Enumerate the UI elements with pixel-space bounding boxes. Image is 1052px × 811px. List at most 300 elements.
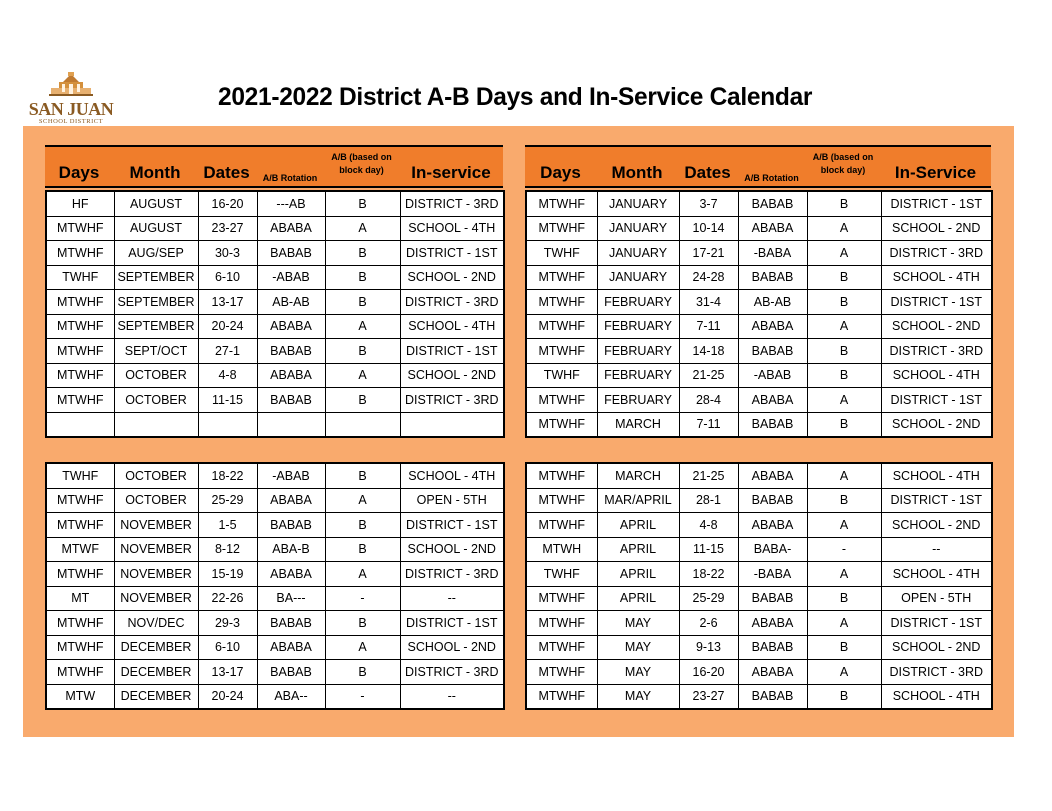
cell-dates: 6-10 bbox=[198, 265, 257, 290]
cell-month: SEPTEMBER bbox=[114, 314, 198, 339]
cell-month: APRIL bbox=[597, 586, 679, 611]
cell-dates: 6-10 bbox=[198, 635, 257, 660]
cell-dates: 14-18 bbox=[679, 339, 738, 364]
cell-days: MTWHF bbox=[526, 611, 597, 636]
cell-inservice: DISTRICT - 3RD bbox=[400, 191, 504, 216]
cell-dates: 15-19 bbox=[198, 562, 257, 587]
cell-inservice: OPEN - 5TH bbox=[400, 488, 504, 513]
page-title: 2021-2022 District A-B Days and In-Service Calendar bbox=[218, 83, 813, 111]
cell-dates: 20-24 bbox=[198, 684, 257, 709]
cell-days: MTW bbox=[46, 684, 114, 709]
table-row bbox=[526, 562, 992, 587]
cell-inservice: SCHOOL - 4TH bbox=[881, 363, 992, 388]
cell-inservice: SCHOOL - 4TH bbox=[881, 562, 992, 587]
cell-ab-rotation: ABABA bbox=[257, 216, 325, 241]
table-row bbox=[46, 241, 504, 266]
cell-ab-block: A bbox=[807, 216, 881, 241]
cell-ab-rotation: ABABA bbox=[257, 314, 325, 339]
cell-month: APRIL bbox=[597, 562, 679, 587]
cell-days: MTWHF bbox=[526, 660, 597, 685]
cell-ab-rotation: ABABA bbox=[738, 513, 807, 538]
cell-inservice: DISTRICT - 1ST bbox=[881, 290, 992, 315]
cell-days: MTWHF bbox=[526, 635, 597, 660]
cell-days: MTWHF bbox=[526, 684, 597, 709]
cell-ab-block: B bbox=[807, 488, 881, 513]
cell-ab-rotation: BABAB bbox=[257, 339, 325, 364]
cell-ab-block: A bbox=[807, 513, 881, 538]
table-row bbox=[46, 463, 504, 488]
cell-month: NOV/DEC bbox=[114, 611, 198, 636]
cell-month: APRIL bbox=[597, 537, 679, 562]
cell-ab-rotation: ABA-B bbox=[257, 537, 325, 562]
cell-ab-rotation: ---AB bbox=[257, 191, 325, 216]
table-row bbox=[46, 586, 504, 611]
header-dates: Dates bbox=[203, 163, 250, 182]
cell-inservice: SCHOOL - 2ND bbox=[400, 635, 504, 660]
cell-inservice: SCHOOL - 4TH bbox=[400, 216, 504, 241]
table-row bbox=[46, 191, 504, 216]
cell-dates: 11-15 bbox=[198, 388, 257, 413]
cell-ab-block: - bbox=[325, 586, 400, 611]
table-row bbox=[526, 635, 992, 660]
cell-ab-block bbox=[325, 412, 400, 437]
cell-inservice: -- bbox=[400, 684, 504, 709]
cell-dates: 17-21 bbox=[679, 241, 738, 266]
header-month: Month bbox=[611, 163, 663, 182]
header-ab-block: A/B (based on block day) bbox=[812, 152, 874, 175]
cell-month: MARCH bbox=[597, 463, 679, 488]
table-row bbox=[526, 611, 992, 636]
cell-ab-block: B bbox=[807, 586, 881, 611]
district-logo bbox=[25, 72, 117, 128]
cell-month: NOVEMBER bbox=[114, 586, 198, 611]
cell-days: MTWHF bbox=[46, 290, 114, 315]
table-row bbox=[526, 684, 992, 709]
cell-ab-block: - bbox=[807, 537, 881, 562]
cell-ab-rotation: -ABAB bbox=[738, 363, 807, 388]
cell-ab-rotation: ABABA bbox=[257, 562, 325, 587]
cell-ab-rotation bbox=[257, 412, 325, 437]
cell-month: SEPTEMBER bbox=[114, 265, 198, 290]
cell-days: HF bbox=[46, 191, 114, 216]
table-row bbox=[46, 265, 504, 290]
cell-inservice: SCHOOL - 2ND bbox=[881, 635, 992, 660]
cell-inservice: DISTRICT - 1ST bbox=[400, 241, 504, 266]
cell-month: FEBRUARY bbox=[597, 290, 679, 315]
header-ab-rotation: A/B Rotation bbox=[262, 173, 318, 183]
table-row bbox=[526, 290, 992, 315]
table-row bbox=[46, 216, 504, 241]
cell-ab-block: B bbox=[807, 265, 881, 290]
cell-ab-block: - bbox=[325, 684, 400, 709]
cell-ab-block: B bbox=[325, 388, 400, 413]
cell-dates: 10-14 bbox=[679, 216, 738, 241]
cell-days: MTWHF bbox=[526, 488, 597, 513]
cell-month: AUG/SEP bbox=[114, 241, 198, 266]
table-row bbox=[526, 388, 992, 413]
cell-dates: 23-27 bbox=[198, 216, 257, 241]
table-row bbox=[526, 537, 992, 562]
cell-dates: 28-4 bbox=[679, 388, 738, 413]
table-row bbox=[46, 314, 504, 339]
cell-inservice: SCHOOL - 2ND bbox=[881, 216, 992, 241]
cell-ab-block: B bbox=[325, 241, 400, 266]
cell-ab-block: A bbox=[807, 463, 881, 488]
cell-ab-block: A bbox=[325, 314, 400, 339]
cell-inservice: DISTRICT - 1ST bbox=[881, 488, 992, 513]
school-building-icon bbox=[49, 72, 93, 100]
cell-ab-block: B bbox=[807, 290, 881, 315]
cell-inservice: SCHOOL - 4TH bbox=[400, 314, 504, 339]
cell-dates: 4-8 bbox=[679, 513, 738, 538]
cell-dates: 27-1 bbox=[198, 339, 257, 364]
table-row bbox=[46, 363, 504, 388]
cell-dates: 3-7 bbox=[679, 191, 738, 216]
cell-dates: 29-3 bbox=[198, 611, 257, 636]
cell-ab-rotation: BABAB bbox=[738, 265, 807, 290]
cell-ab-rotation: -ABAB bbox=[257, 265, 325, 290]
cell-days: MTWHF bbox=[526, 463, 597, 488]
cell-ab-block: A bbox=[325, 562, 400, 587]
cell-days: MTWHF bbox=[526, 191, 597, 216]
cell-dates: 20-24 bbox=[198, 314, 257, 339]
cell-dates: 9-13 bbox=[679, 635, 738, 660]
cell-ab-rotation: BABAB bbox=[738, 488, 807, 513]
table-row bbox=[526, 363, 992, 388]
cell-inservice: DISTRICT - 1ST bbox=[881, 611, 992, 636]
cell-ab-rotation: AB-AB bbox=[257, 290, 325, 315]
cell-days bbox=[46, 412, 114, 437]
cell-days: MTWHF bbox=[526, 339, 597, 364]
cell-month: NOVEMBER bbox=[114, 562, 198, 587]
table-row bbox=[526, 241, 992, 266]
cell-ab-block: B bbox=[325, 339, 400, 364]
cell-ab-block: A bbox=[325, 488, 400, 513]
cell-dates: 23-27 bbox=[679, 684, 738, 709]
table-bottom-right bbox=[525, 462, 993, 710]
table-row bbox=[46, 488, 504, 513]
table-bottom-left bbox=[45, 462, 505, 710]
cell-month: MAY bbox=[597, 660, 679, 685]
cell-dates bbox=[198, 412, 257, 437]
cell-inservice: DISTRICT - 1ST bbox=[400, 611, 504, 636]
cell-days: TWHF bbox=[46, 265, 114, 290]
cell-inservice: -- bbox=[400, 586, 504, 611]
cell-ab-rotation: BABAB bbox=[738, 339, 807, 364]
cell-inservice: DISTRICT - 3RD bbox=[400, 660, 504, 685]
cell-month: JANUARY bbox=[597, 216, 679, 241]
cell-inservice: DISTRICT - 3RD bbox=[881, 339, 992, 364]
table-row bbox=[46, 611, 504, 636]
cell-ab-block: B bbox=[325, 290, 400, 315]
cell-ab-block: A bbox=[325, 216, 400, 241]
cell-ab-block: B bbox=[807, 339, 881, 364]
cell-inservice: SCHOOL - 2ND bbox=[881, 314, 992, 339]
cell-ab-rotation: ABABA bbox=[738, 314, 807, 339]
cell-days: MTWF bbox=[46, 537, 114, 562]
cell-inservice: SCHOOL - 2ND bbox=[400, 265, 504, 290]
table-row bbox=[46, 513, 504, 538]
cell-ab-block: A bbox=[325, 363, 400, 388]
cell-month: OCTOBER bbox=[114, 463, 198, 488]
cell-dates: 25-29 bbox=[198, 488, 257, 513]
cell-ab-block: A bbox=[807, 660, 881, 685]
cell-inservice: DISTRICT - 1ST bbox=[400, 339, 504, 364]
cell-ab-rotation: BABAB bbox=[257, 513, 325, 538]
cell-days: MTWHF bbox=[46, 562, 114, 587]
cell-days: MT bbox=[46, 586, 114, 611]
cell-days: TWHF bbox=[526, 562, 597, 587]
cell-ab-block: B bbox=[325, 191, 400, 216]
header-days: Days bbox=[58, 163, 100, 182]
cell-month: APRIL bbox=[597, 513, 679, 538]
table-row bbox=[526, 314, 992, 339]
cell-inservice: SCHOOL - 2ND bbox=[400, 537, 504, 562]
cell-ab-rotation: ABABA bbox=[257, 363, 325, 388]
left-header-row bbox=[45, 145, 503, 188]
cell-ab-rotation: BABAB bbox=[257, 388, 325, 413]
right-header-row bbox=[525, 145, 991, 188]
cell-inservice: DISTRICT - 3RD bbox=[400, 388, 504, 413]
cell-dates: 22-26 bbox=[198, 586, 257, 611]
cell-days: MTWHF bbox=[46, 363, 114, 388]
table-row bbox=[46, 635, 504, 660]
cell-ab-rotation: BABAB bbox=[738, 635, 807, 660]
cell-ab-block: B bbox=[807, 684, 881, 709]
cell-month: NOVEMBER bbox=[114, 513, 198, 538]
cell-month bbox=[114, 412, 198, 437]
cell-month: FEBRUARY bbox=[597, 314, 679, 339]
cell-ab-rotation: ABABA bbox=[257, 488, 325, 513]
cell-days: TWHF bbox=[46, 463, 114, 488]
table-row bbox=[526, 191, 992, 216]
cell-dates: 31-4 bbox=[679, 290, 738, 315]
table-top-left bbox=[45, 190, 505, 438]
cell-inservice: DISTRICT - 3RD bbox=[881, 241, 992, 266]
cell-days: MTWHF bbox=[526, 314, 597, 339]
cell-days: MTWHF bbox=[46, 660, 114, 685]
cell-ab-rotation: ABABA bbox=[257, 635, 325, 660]
cell-month: OCTOBER bbox=[114, 363, 198, 388]
table-row bbox=[526, 216, 992, 241]
logo-subtitle: SCHOOL DISTRICT bbox=[38, 118, 104, 125]
cell-month: OCTOBER bbox=[114, 388, 198, 413]
cell-month: AUGUST bbox=[114, 216, 198, 241]
cell-ab-rotation: -BABA bbox=[738, 241, 807, 266]
cell-ab-rotation: ABABA bbox=[738, 388, 807, 413]
cell-days: MTWHF bbox=[46, 388, 114, 413]
cell-dates: 24-28 bbox=[679, 265, 738, 290]
cell-ab-block: B bbox=[807, 635, 881, 660]
cell-dates: 11-15 bbox=[679, 537, 738, 562]
cell-inservice: SCHOOL - 2ND bbox=[881, 412, 992, 437]
header-dates: Dates bbox=[684, 163, 731, 182]
cell-days: MTWHF bbox=[46, 635, 114, 660]
cell-month: FEBRUARY bbox=[597, 388, 679, 413]
cell-days: MTWH bbox=[526, 537, 597, 562]
cell-inservice: DISTRICT - 3RD bbox=[400, 562, 504, 587]
cell-ab-rotation: BABAB bbox=[257, 241, 325, 266]
table-row bbox=[526, 265, 992, 290]
cell-month: NOVEMBER bbox=[114, 537, 198, 562]
cell-month: AUGUST bbox=[114, 191, 198, 216]
cell-ab-rotation: ABABA bbox=[738, 463, 807, 488]
cell-ab-block: A bbox=[325, 635, 400, 660]
cell-dates: 28-1 bbox=[679, 488, 738, 513]
cell-ab-rotation: ABABA bbox=[738, 660, 807, 685]
cell-dates: 18-22 bbox=[198, 463, 257, 488]
cell-month: SEPTEMBER bbox=[114, 290, 198, 315]
cell-ab-rotation: BABAB bbox=[257, 660, 325, 685]
cell-ab-block: A bbox=[807, 562, 881, 587]
cell-dates: 1-5 bbox=[198, 513, 257, 538]
cell-ab-block: B bbox=[325, 463, 400, 488]
cell-month: FEBRUARY bbox=[597, 339, 679, 364]
cell-days: TWHF bbox=[526, 363, 597, 388]
cell-dates: 13-17 bbox=[198, 290, 257, 315]
table-row bbox=[46, 684, 504, 709]
cell-ab-block: A bbox=[807, 241, 881, 266]
cell-days: MTWHF bbox=[46, 241, 114, 266]
cell-month: FEBRUARY bbox=[597, 363, 679, 388]
cell-inservice: -- bbox=[881, 537, 992, 562]
cell-ab-block: B bbox=[325, 660, 400, 685]
cell-inservice: DISTRICT - 1ST bbox=[881, 191, 992, 216]
table-row bbox=[526, 339, 992, 364]
table-row bbox=[46, 290, 504, 315]
cell-month: MAY bbox=[597, 611, 679, 636]
cell-month: OCTOBER bbox=[114, 488, 198, 513]
cell-dates: 21-25 bbox=[679, 363, 738, 388]
cell-days: TWHF bbox=[526, 241, 597, 266]
cell-inservice: SCHOOL - 4TH bbox=[881, 684, 992, 709]
table-row bbox=[526, 513, 992, 538]
cell-ab-rotation: BA--- bbox=[257, 586, 325, 611]
table-row bbox=[46, 562, 504, 587]
cell-month: JANUARY bbox=[597, 191, 679, 216]
cell-days: MTWHF bbox=[526, 586, 597, 611]
header-ab-rotation: A/B Rotation bbox=[744, 173, 799, 183]
cell-ab-rotation: BABAB bbox=[738, 191, 807, 216]
cell-ab-block: B bbox=[325, 513, 400, 538]
cell-ab-rotation: ABABA bbox=[738, 611, 807, 636]
table-row bbox=[46, 660, 504, 685]
cell-dates: 7-11 bbox=[679, 314, 738, 339]
cell-days: MTWHF bbox=[526, 290, 597, 315]
cell-ab-block: B bbox=[807, 191, 881, 216]
cell-ab-block: B bbox=[325, 611, 400, 636]
table-row bbox=[46, 339, 504, 364]
cell-ab-rotation: -BABA bbox=[738, 562, 807, 587]
cell-inservice: SCHOOL - 4TH bbox=[881, 265, 992, 290]
cell-ab-block: B bbox=[807, 412, 881, 437]
cell-ab-block: B bbox=[807, 363, 881, 388]
cell-days: MTWHF bbox=[46, 216, 114, 241]
cell-month: DECEMBER bbox=[114, 684, 198, 709]
cell-dates: 25-29 bbox=[679, 586, 738, 611]
cell-ab-rotation: BABAB bbox=[738, 412, 807, 437]
cell-inservice: DISTRICT - 3RD bbox=[400, 290, 504, 315]
cell-days: MTWHF bbox=[46, 611, 114, 636]
table-top-right bbox=[525, 190, 993, 438]
cell-dates: 30-3 bbox=[198, 241, 257, 266]
cell-ab-rotation: -ABAB bbox=[257, 463, 325, 488]
cell-dates: 21-25 bbox=[679, 463, 738, 488]
header-days: Days bbox=[540, 163, 581, 182]
cell-inservice bbox=[400, 412, 504, 437]
cell-dates: 7-11 bbox=[679, 412, 738, 437]
cell-days: MTWHF bbox=[526, 216, 597, 241]
table-row bbox=[46, 412, 504, 437]
cell-month: JANUARY bbox=[597, 241, 679, 266]
cell-ab-block: B bbox=[325, 537, 400, 562]
cell-days: MTWHF bbox=[46, 488, 114, 513]
cell-inservice: DISTRICT - 1ST bbox=[400, 513, 504, 538]
table-row bbox=[526, 488, 992, 513]
table-row bbox=[526, 412, 992, 437]
cell-days: MTWHF bbox=[526, 513, 597, 538]
cell-month: DECEMBER bbox=[114, 660, 198, 685]
cell-inservice: OPEN - 5TH bbox=[881, 586, 992, 611]
header-inservice: In-Service bbox=[894, 163, 977, 182]
table-row bbox=[526, 463, 992, 488]
table-row bbox=[46, 388, 504, 413]
cell-inservice: SCHOOL - 4TH bbox=[881, 463, 992, 488]
cell-month: DECEMBER bbox=[114, 635, 198, 660]
table-row bbox=[526, 660, 992, 685]
header-inservice: In-service bbox=[411, 163, 491, 182]
cell-dates: 4-8 bbox=[198, 363, 257, 388]
header-ab-block: A/B (based on block day) bbox=[331, 152, 392, 175]
cell-ab-block: A bbox=[807, 314, 881, 339]
cell-inservice: SCHOOL - 2ND bbox=[881, 513, 992, 538]
cell-days: MTWHF bbox=[46, 339, 114, 364]
cell-dates: 16-20 bbox=[679, 660, 738, 685]
cell-days: MTWHF bbox=[526, 412, 597, 437]
table-row bbox=[46, 537, 504, 562]
cell-inservice: DISTRICT - 1ST bbox=[881, 388, 992, 413]
table-row bbox=[526, 586, 992, 611]
logo-name: SAN JUAN bbox=[28, 99, 114, 119]
cell-days: MTWHF bbox=[46, 314, 114, 339]
cell-dates: 8-12 bbox=[198, 537, 257, 562]
cell-ab-block: B bbox=[325, 265, 400, 290]
cell-month: SEPT/OCT bbox=[114, 339, 198, 364]
cell-dates: 2-6 bbox=[679, 611, 738, 636]
cell-inservice: SCHOOL - 2ND bbox=[400, 363, 504, 388]
cell-month: MAY bbox=[597, 684, 679, 709]
cell-ab-rotation: BABAB bbox=[257, 611, 325, 636]
cell-days: MTWHF bbox=[526, 388, 597, 413]
cell-ab-rotation: BABAB bbox=[738, 684, 807, 709]
cell-dates: 18-22 bbox=[679, 562, 738, 587]
cell-ab-rotation: ABABA bbox=[738, 216, 807, 241]
cell-days: MTWHF bbox=[526, 265, 597, 290]
cell-inservice: SCHOOL - 4TH bbox=[400, 463, 504, 488]
cell-ab-block: A bbox=[807, 388, 881, 413]
cell-ab-rotation: ABA-- bbox=[257, 684, 325, 709]
cell-month: MAY bbox=[597, 635, 679, 660]
cell-month: MARCH bbox=[597, 412, 679, 437]
cell-ab-rotation: AB-AB bbox=[738, 290, 807, 315]
cell-month: JANUARY bbox=[597, 265, 679, 290]
cell-dates: 13-17 bbox=[198, 660, 257, 685]
cell-ab-rotation: BABA- bbox=[738, 537, 807, 562]
header-month: Month bbox=[129, 163, 181, 182]
cell-month: MAR/APRIL bbox=[597, 488, 679, 513]
cell-ab-rotation: BABAB bbox=[738, 586, 807, 611]
cell-days: MTWHF bbox=[46, 513, 114, 538]
